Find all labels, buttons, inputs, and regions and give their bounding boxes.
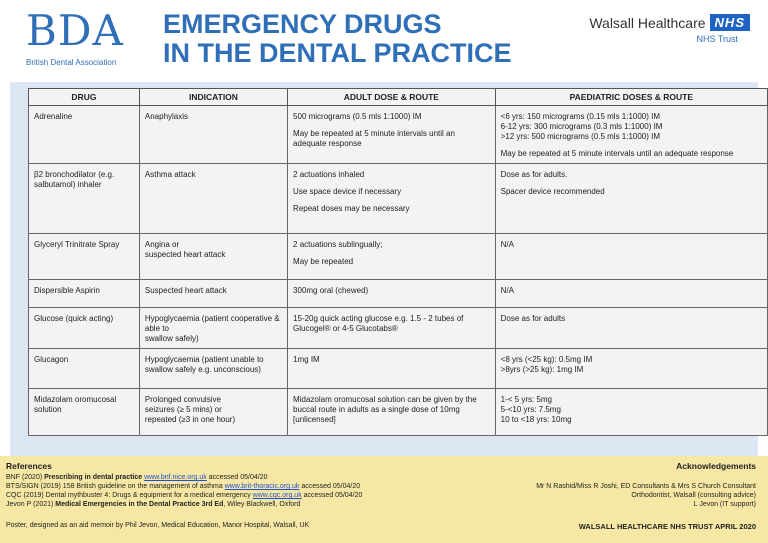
cell-text: 1mg IM: [293, 355, 320, 364]
adult-dose-cell: [288, 308, 496, 349]
adult-dose-cell: [288, 106, 496, 164]
reference-text: , Wiley Blackwell, Oxford: [223, 501, 301, 508]
cell-text: 2 actuations sublingually;: [293, 240, 383, 249]
adult-dose-cell: [288, 280, 496, 308]
trust-footer: WALSALL HEALTHCARE NHS TRUST APRIL 2020: [578, 522, 756, 531]
drug-cell: [29, 280, 140, 308]
cell-text: Adrenaline: [34, 112, 73, 121]
reference-text: accessed 05/04/20: [206, 474, 268, 481]
header-indication: INDICATION: [139, 89, 287, 106]
table-row: [29, 349, 768, 389]
reference-text: accessed 05/04/20: [299, 483, 361, 490]
reference-text: Jevon P (2021): [6, 501, 56, 508]
cell-text: Suspected heart attack: [144, 286, 227, 295]
cell-text: Repeat doses may be necessary: [293, 204, 410, 213]
reference-link[interactable]: www.bnf.nice.org.uk: [144, 474, 207, 481]
cell-text: <8 yrs (<25 kg): 0.5mg IM >8yrs (>25 kg): 1mg IM: [500, 355, 593, 374]
title-line-2: IN THE DENTAL PRACTICE: [163, 38, 512, 68]
acknowledgements-title: Acknowledgements: [676, 461, 756, 471]
paediatric-dose-cell: [495, 280, 767, 308]
reference-text: BTS/SIGN (2019) 158 British guideline on the management of asthma: [6, 483, 225, 490]
trust-subtitle: NHS Trust: [696, 34, 738, 44]
cell-text: Use space device if necessary: [293, 187, 402, 196]
cell-text: Dose as for adults.: [500, 170, 568, 179]
drug-cell: [29, 349, 140, 389]
trust-name: Walsall Healthcare: [589, 14, 706, 31]
paediatric-dose-cell: [495, 308, 767, 349]
cell-text: <6 yrs: 150 micrograms (0.15 mls 1:1000) IM 6-12 yrs: 300 micrograms (0.3 mls 1:1000) IM >12 yrs: 500 micrograms (0.5 mls 1:1000) IM: [500, 112, 663, 141]
cell-text: Midazolam oromucosal solution: [34, 395, 117, 414]
cell-text: Dispersible Aspirin: [34, 286, 100, 295]
reference-text: Medical Emergencies in the Dental Practice 3rd Ed: [55, 501, 224, 508]
cell-text: β2 bronchodilator (e.g. salbutamol) inhaler: [34, 170, 115, 189]
acknowledgement-line: Orthodontist, Walsall (consulting advice): [631, 492, 756, 499]
cell-text: May be repeated: [293, 257, 354, 266]
paediatric-dose-cell: [495, 234, 767, 280]
reference-text: Prescribing in dental practice: [44, 474, 143, 481]
trust-logo-block: [589, 14, 750, 44]
paediatric-dose-cell: [495, 106, 767, 164]
acknowledgement-line: L Jevon (IT support): [693, 501, 756, 508]
reference-text: BNF (2020): [6, 474, 45, 481]
cell-text: Angina or suspected heart attack: [144, 240, 226, 259]
reference-link[interactable]: www.cqc.org.uk: [252, 492, 302, 499]
cell-text: 500 micrograms (0.5 mls 1:1000) IM: [293, 112, 422, 121]
cell-text: Glucagon: [34, 355, 69, 364]
poster-credit: Poster, designed as an aid memoir by Phil Jevon, Medical Education, Manor Hospital, Walsall, UK: [6, 522, 310, 529]
table-row: [29, 106, 768, 164]
bda-logo-block: [26, 6, 124, 67]
cell-text: Dose as for adults: [500, 314, 566, 323]
poster-footer: [0, 456, 768, 543]
indication-cell: [139, 280, 287, 308]
adult-dose-cell: [288, 234, 496, 280]
adult-dose-cell: [288, 389, 496, 436]
cell-text: Glucose (quick acting): [34, 314, 114, 323]
title-line-1: EMERGENCY DRUGS: [163, 9, 442, 39]
header-adult-dose: ADULT DOSE & ROUTE: [288, 89, 496, 106]
poster-header: [0, 0, 768, 82]
paediatric-dose-cell: [495, 389, 767, 436]
cell-text: Hypoglycaemia (patient cooperative & able to swallow safely): [144, 314, 280, 343]
cell-text: Midazolam oromucosal solution can be given by the buccal route in adults as a single dose of 10mg [unlicensed]: [293, 395, 477, 424]
adult-dose-cell: [288, 164, 496, 234]
cell-text: 15-20g quick acting glucose e.g. 1.5 - 2 tubes of Glucogel® or 4-5 Glucotabs®: [293, 314, 464, 333]
cell-text: Hypoglycaemia (patient unable to swallow safely e.g. unconscious): [144, 355, 264, 374]
cell-text: May be repeated at 5 minute intervals until an adequate response: [500, 149, 734, 158]
cell-text: Asthma attack: [144, 170, 196, 179]
cell-text: Prolonged convulsive seizures (≥ 5 mins) or repeated (≥3 in one hour): [144, 395, 236, 424]
references-block: [6, 462, 476, 509]
header-paediatric-dose: PAEDIATRIC DOSES & ROUTE: [495, 89, 767, 106]
indication-cell: [139, 389, 287, 436]
cell-text: N/A: [500, 240, 514, 249]
indication-cell: [139, 234, 287, 280]
drug-cell: [29, 234, 140, 280]
drug-table-panel: [10, 82, 758, 456]
bda-subtitle: British Dental Association: [26, 58, 117, 67]
reference-line: [6, 500, 476, 509]
reference-line: [6, 482, 476, 491]
paediatric-dose-cell: [495, 164, 767, 234]
cell-text: Glyceryl Trinitrate Spray: [34, 240, 120, 249]
acknowledgements-block: [466, 462, 756, 509]
reference-link[interactable]: www.brit-thoracic.org.uk: [224, 483, 300, 490]
table-row: [29, 308, 768, 349]
cell-text: N/A: [500, 286, 514, 295]
cell-text: 1-< 5 yrs: 5mg 5-<10 yrs: 7.5mg 10 to <18 yrs: 10mg: [500, 395, 572, 424]
references-title: References: [6, 461, 52, 471]
table-header-row: [29, 89, 768, 106]
drug-cell: [29, 389, 140, 436]
drug-cell: [29, 164, 140, 234]
reference-line: [6, 491, 476, 500]
indication-cell: [139, 164, 287, 234]
reference-line: [6, 473, 476, 482]
indication-cell: [139, 106, 287, 164]
acknowledgement-line: Mr N Rashid/Miss R Joshi, ED Consultants & Mrs S Church Consultant: [536, 483, 756, 490]
drug-table: [28, 88, 768, 436]
drug-cell: [29, 308, 140, 349]
header-drug: DRUG: [29, 89, 140, 106]
table-row: [29, 389, 768, 436]
cell-text: Spacer device recommended: [500, 187, 605, 196]
indication-cell: [139, 349, 287, 389]
reference-text: CQC (2019) Dental mythbuster 4: Drugs & equipment for a medical emergency: [6, 492, 253, 499]
table-row: [29, 164, 768, 234]
drug-cell: [29, 106, 140, 164]
bda-logo: BDA: [26, 6, 124, 55]
poster-title: [163, 10, 523, 68]
paediatric-dose-cell: [495, 349, 767, 389]
table-row: [29, 234, 768, 280]
reference-text: accessed 05/04/20: [301, 492, 363, 499]
adult-dose-cell: [288, 349, 496, 389]
cell-text: 2 actuations inhaled: [293, 170, 365, 179]
cell-text: 300mg oral (chewed): [293, 286, 369, 295]
table-row: [29, 280, 768, 308]
cell-text: Anaphylaxis: [144, 112, 189, 121]
indication-cell: [139, 308, 287, 349]
cell-text: May be repeated at 5 minute intervals until an adequate response: [293, 129, 455, 148]
nhs-logo: NHS: [710, 14, 750, 31]
